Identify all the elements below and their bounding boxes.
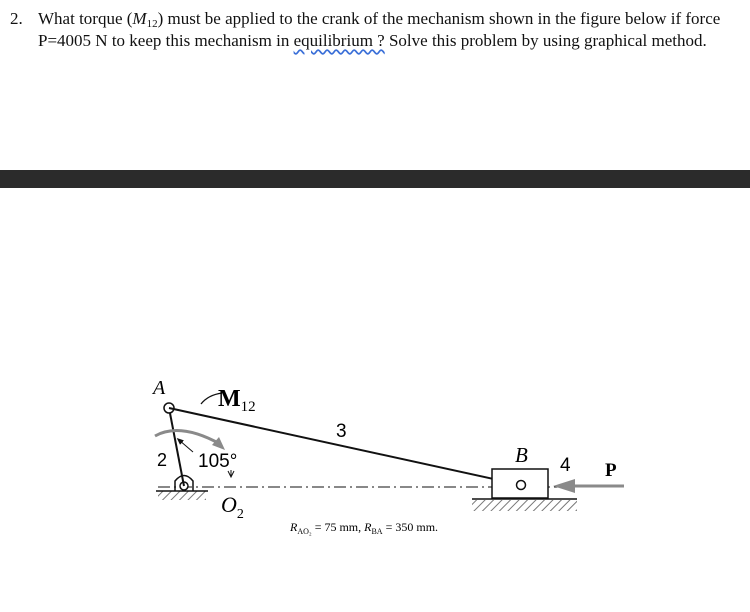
question-number: 2.	[10, 9, 23, 28]
dark-divider-bar	[0, 170, 750, 188]
rotation-arrow	[155, 431, 220, 444]
label-O2: $O_2$	[221, 492, 244, 522]
label-angle: 105°	[198, 451, 238, 472]
torque-symbol	[132, 9, 157, 28]
pin-B	[517, 481, 526, 490]
question-text-part3: Solve this problem by using graphical method.	[384, 31, 707, 50]
label-link-3: 3	[336, 421, 347, 442]
question-text-part2: ) must be applied to the crank of the mechanism shown in the figure below if force P=4005 N to keep this mechanism in	[38, 9, 721, 50]
crank-link-2	[169, 408, 184, 486]
label-B: B	[515, 443, 528, 467]
angle-arrow	[179, 440, 193, 452]
label-link-2: 2	[157, 450, 168, 470]
force-P-arrow	[553, 479, 624, 493]
torque-symbol-main: M	[132, 9, 147, 28]
spellcheck-underlined-word: equilibrium ?	[293, 31, 385, 50]
question-text	[38, 8, 728, 52]
mechanism-diagram	[0, 188, 750, 607]
label-P: P	[605, 460, 617, 481]
slider-4	[492, 469, 548, 498]
ground-slider	[472, 499, 577, 511]
mechanism-figure	[0, 188, 750, 607]
question-text-part1: What torque (	[38, 9, 133, 28]
label-link-4: 4	[560, 455, 571, 476]
label-A: A	[153, 377, 166, 399]
figure-caption: $R_{AO_2} = 75$ mm, $R_{BA} = 350$ mm.	[290, 520, 439, 536]
torque-symbol-sub: 12	[146, 18, 158, 30]
label-M12: $M_{12}$	[218, 386, 256, 415]
